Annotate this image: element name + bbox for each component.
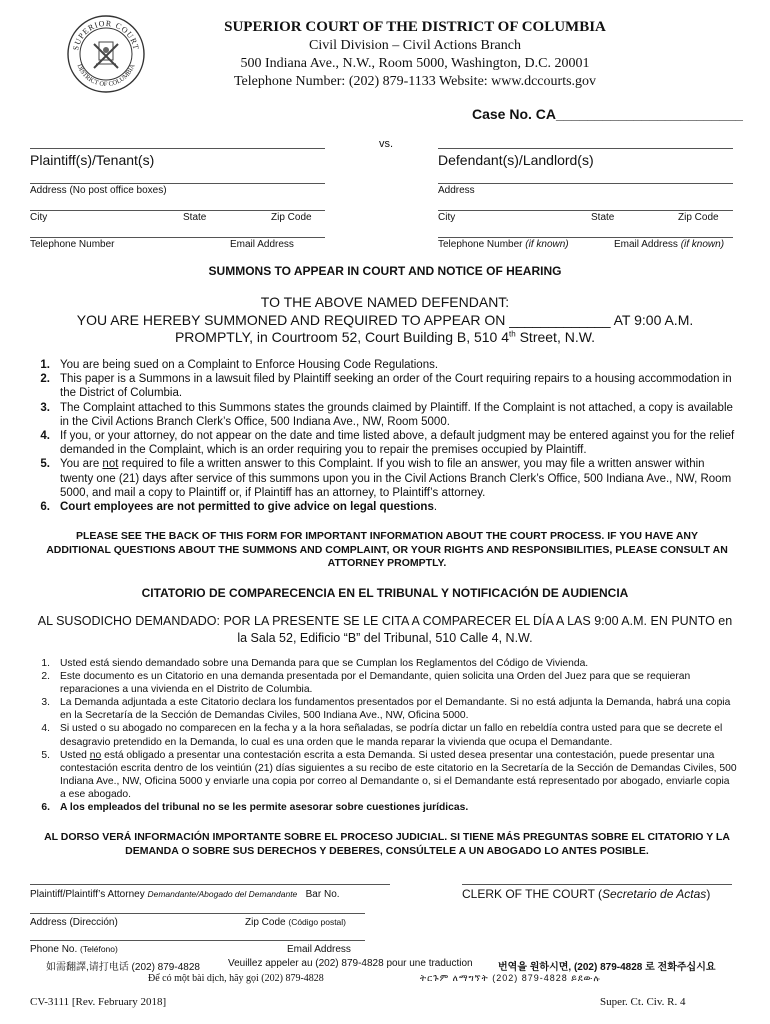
plaintiff-phone-label: Telephone Number — [30, 239, 115, 250]
attorney-zip-label: Zip Code (Código postal) — [245, 917, 346, 928]
defendant-label: Defendant(s)/Landlord(s) — [438, 152, 594, 168]
plaintiff-phone-line[interactable] — [30, 237, 325, 238]
plaintiff-address-label: Address (No post office boxes) — [30, 185, 167, 196]
seal-text-top: SUPERIOR COURT — [71, 18, 141, 52]
clerk-of-court-label: CLERK OF THE COURT (Secretario de Actas) — [462, 887, 711, 901]
spanish-instructions-list — [32, 657, 738, 814]
list-item: 1. Usted está siendo demandado sobre una Demanda para que se Cumplan los Reglamentos del Código de Vivienda. — [41, 658, 589, 669]
court-contact: Telephone Number: (202) 879-1133 Website: www.dccourts.gov — [233, 74, 597, 89]
list-item: 2. Este documento es un Citatorio en una demanda presentada por el Demandante, quien solicita una Orden del Juez para que se requieran reparaciones a una vivienda en el Distrito de Columbia. — [41, 671, 691, 696]
court-name: SUPERIOR COURT OF THE DISTRICT OF COLUMBIA — [224, 19, 606, 35]
korean-translation-note: 번역을 원하시면, (202) 879-4828 로 전화주십시요 — [498, 962, 716, 973]
chinese-translation-note: 如需翻譯,请打电话 (202) 879-4828 — [46, 962, 200, 973]
plaintiff-state-label: State — [183, 212, 207, 223]
form-number: CV-3111 [Rev. February 2018] — [30, 996, 167, 1008]
clerk-signature-line — [462, 884, 732, 885]
list-item: 6. Court employees are not permitted to give advice on legal questions. — [40, 501, 438, 514]
attorney-address-line[interactable] — [30, 913, 365, 914]
court-rule: Super. Ct. Civ. R. 4 — [600, 996, 686, 1008]
list-item: 4. If you, or your attorney, do not appear on the date and time listed above, a default judgment may be entered against you for the relief demanded in the Complaint, which is an order requiring you to repair the premises occupied by Plaintiff. — [40, 430, 735, 457]
list-item: 3. La Demanda adjuntada a este Citatorio declara los fundamentos presentados por el Demandante. Si no está adjunta la Demanda, habrá una copia en la Secretaría de la Sección de Demandas Civiles, 500 Indiana Ave., NW, Oficina 5000. — [41, 697, 731, 722]
division-name: Civil Division – Civil Actions Branch — [309, 38, 521, 53]
list-item: 6. A los empleados del tribunal no se les permite asesorar sobre cuestiones jurídicas. — [41, 802, 469, 814]
amharic-translation-note: ትርጉም ለማግኘት (202) 879-4828 ይደውሉ — [420, 973, 601, 983]
defendant-city-label: City — [438, 212, 456, 223]
list-item: 4. Si usted o su abogado no comparecen en la fecha y a la hora señaladas, se podría dictar un fallo en rebeldía contra usted para que se decrete el desagravio pretendido en la Demanda, lo cual es una orden que le manda reparar la vivienda que ocupa el Demandante. — [41, 723, 723, 748]
vietnamese-translation-note: Để có một bài dịch, hãy gọi (202) 879-4828 — [148, 973, 324, 984]
court-address: 500 Indiana Ave., N.W., Room 5000, Washington, D.C. 20001 — [240, 56, 590, 71]
plaintiff-address-line[interactable] — [30, 183, 325, 184]
defendant-address-label: Address — [438, 185, 475, 196]
spanish-summons-line: AL SUSODICHO DEMANDADO: POR LA PRESENTE SE LE CITA A COMPARECER EL DÍA A LAS 9:00 A.M. EN PUNTO en — [37, 614, 733, 628]
list-item: 1. You are being sued on a Complaint to Enforce Housing Code Regulations. — [40, 359, 439, 371]
english-title: SUMMONS TO APPEAR IN COURT AND NOTICE OF HEARING — [208, 264, 562, 278]
plaintiff-name-line[interactable] — [30, 148, 325, 149]
attorney-phone-line[interactable] — [30, 940, 365, 941]
spanish-courtroom-line: la Sala 52, Edificio “B” del Tribunal, 510 Calle 4, N.W. — [237, 631, 533, 645]
english-instructions-list — [32, 358, 738, 514]
defendant-phone-line[interactable] — [438, 237, 733, 238]
defendant-address-line[interactable] — [438, 183, 733, 184]
versus-text: vs. — [379, 138, 394, 150]
defendant-city-line[interactable] — [438, 210, 733, 211]
plaintiff-label: Plaintiff(s)/Tenant(s) — [30, 152, 155, 168]
french-translation-note: Veuillez appeler au (202) 879-4828 pour une traduction — [228, 958, 473, 969]
plaintiff-city-label: City — [30, 212, 48, 223]
plaintiff-city-line[interactable] — [30, 210, 325, 211]
plaintiff-email-label: Email Address — [230, 239, 294, 250]
spanish-notice: AL DORSO VERÁ INFORMACIÓN IMPORTANTE SOBRE EL PROCESO JUDICIAL. SI TIENE MÁS PREGUNTAS SOBRE EL CITATORIO Y LA DEMANDA O SOBRE SUS DERECHOS Y DEBERES, CONSÚLTELE A UN ABOGADO LO ANTES POSIBLE. — [44, 831, 730, 857]
case-number-field[interactable]: Case No. CA________________________ — [472, 106, 743, 122]
english-summons-line: YOU ARE HEREBY SUMMONED AND REQUIRED TO APPEAR ON _____________ AT 9:00 A.M. — [76, 312, 694, 328]
attorney-phone-label: Phone No. (Teléfono) — [30, 944, 118, 955]
defendant-state-label: State — [591, 212, 615, 223]
spanish-title: CITATORIO DE COMPARECENCIA EN EL TRIBUNAL Y NOTIFICACIÓN DE AUDIENCIA — [141, 586, 629, 600]
plaintiff-zip-label: Zip Code — [271, 212, 312, 223]
defendant-email-label: Email Address (if known) — [614, 239, 725, 250]
english-address-line: TO THE ABOVE NAMED DEFENDANT: — [260, 294, 510, 310]
attorney-signature-line[interactable] — [30, 884, 390, 885]
defendant-phone-label: Telephone Number (if known) — [438, 239, 569, 250]
list-item: 3. The Complaint attached to this Summons states the grounds claimed by Plaintiff. If the Complaint is not attached, a copy is available in the Civil Actions Branch Clerk’s Office, 500 Indiana Ave., NW, Room 5000. — [40, 401, 733, 428]
english-notice: PLEASE SEE THE BACK OF THIS FORM FOR IMPORTANT INFORMATION ABOUT THE COURT PROCESS. IF YOU HAVE ANY ADDITIONAL QUESTIONS ABOUT THE SUMMONS AND COMPLAINT, OR YOUR RIGHTS AND RESPONSIBILITIES, PLEASE CONSULT AN ATTORNEY PROMPTLY. — [46, 530, 728, 569]
english-courtroom-line: PROMPTLY, in Courtroom 52, Court Building B, 510 4th Street, N.W. — [174, 329, 596, 345]
list-item: 5. You are not required to file a written answer to this Complaint. If you wish to file an answer, you may file a written answer within twenty one (21) days after service of this summons upon you in the Civil Actions Branch Clerk’s Office, 500 Indiana Ave., NW, Room 5000, and mail a copy to Plaintiff or, if Plaintiff has an attorney, to Plaintiff’s attorney. — [40, 458, 732, 499]
defendant-zip-label: Zip Code — [678, 212, 719, 223]
attorney-label: Plaintiff/Plaintiff’s Attorney Demandante/Abogado del Demandante Bar No. — [30, 889, 340, 900]
seal-text-bottom: DISTRICT OF COLUMBIA — [75, 63, 137, 89]
attorney-address-label: Address (Dirección) — [30, 917, 118, 928]
list-item: 2. This paper is a Summons in a lawsuit filed by Plaintiff seeking an order of the Court requiring repairs to a housing accommodation in the District of Columbia. — [40, 373, 732, 400]
list-item: 5. Usted no está obligado a presentar una contestación escrita a esta Demanda. Si usted desea presentar una contestación, puede presentar una contestación escrita dentro de los veintiún (21) días siguientes a su recibo de este citatorio en la Secretaría de la Sección de Demandas Civiles, 500 Indiana Ave., NW, Oficina 5000 y enviarle una copia por correo al Demandante o, si el Demandante está representado por abogado, enviarle copia a ese abogado. — [41, 749, 737, 800]
defendant-name-line[interactable] — [438, 148, 733, 149]
attorney-email-label: Email Address — [287, 944, 351, 955]
